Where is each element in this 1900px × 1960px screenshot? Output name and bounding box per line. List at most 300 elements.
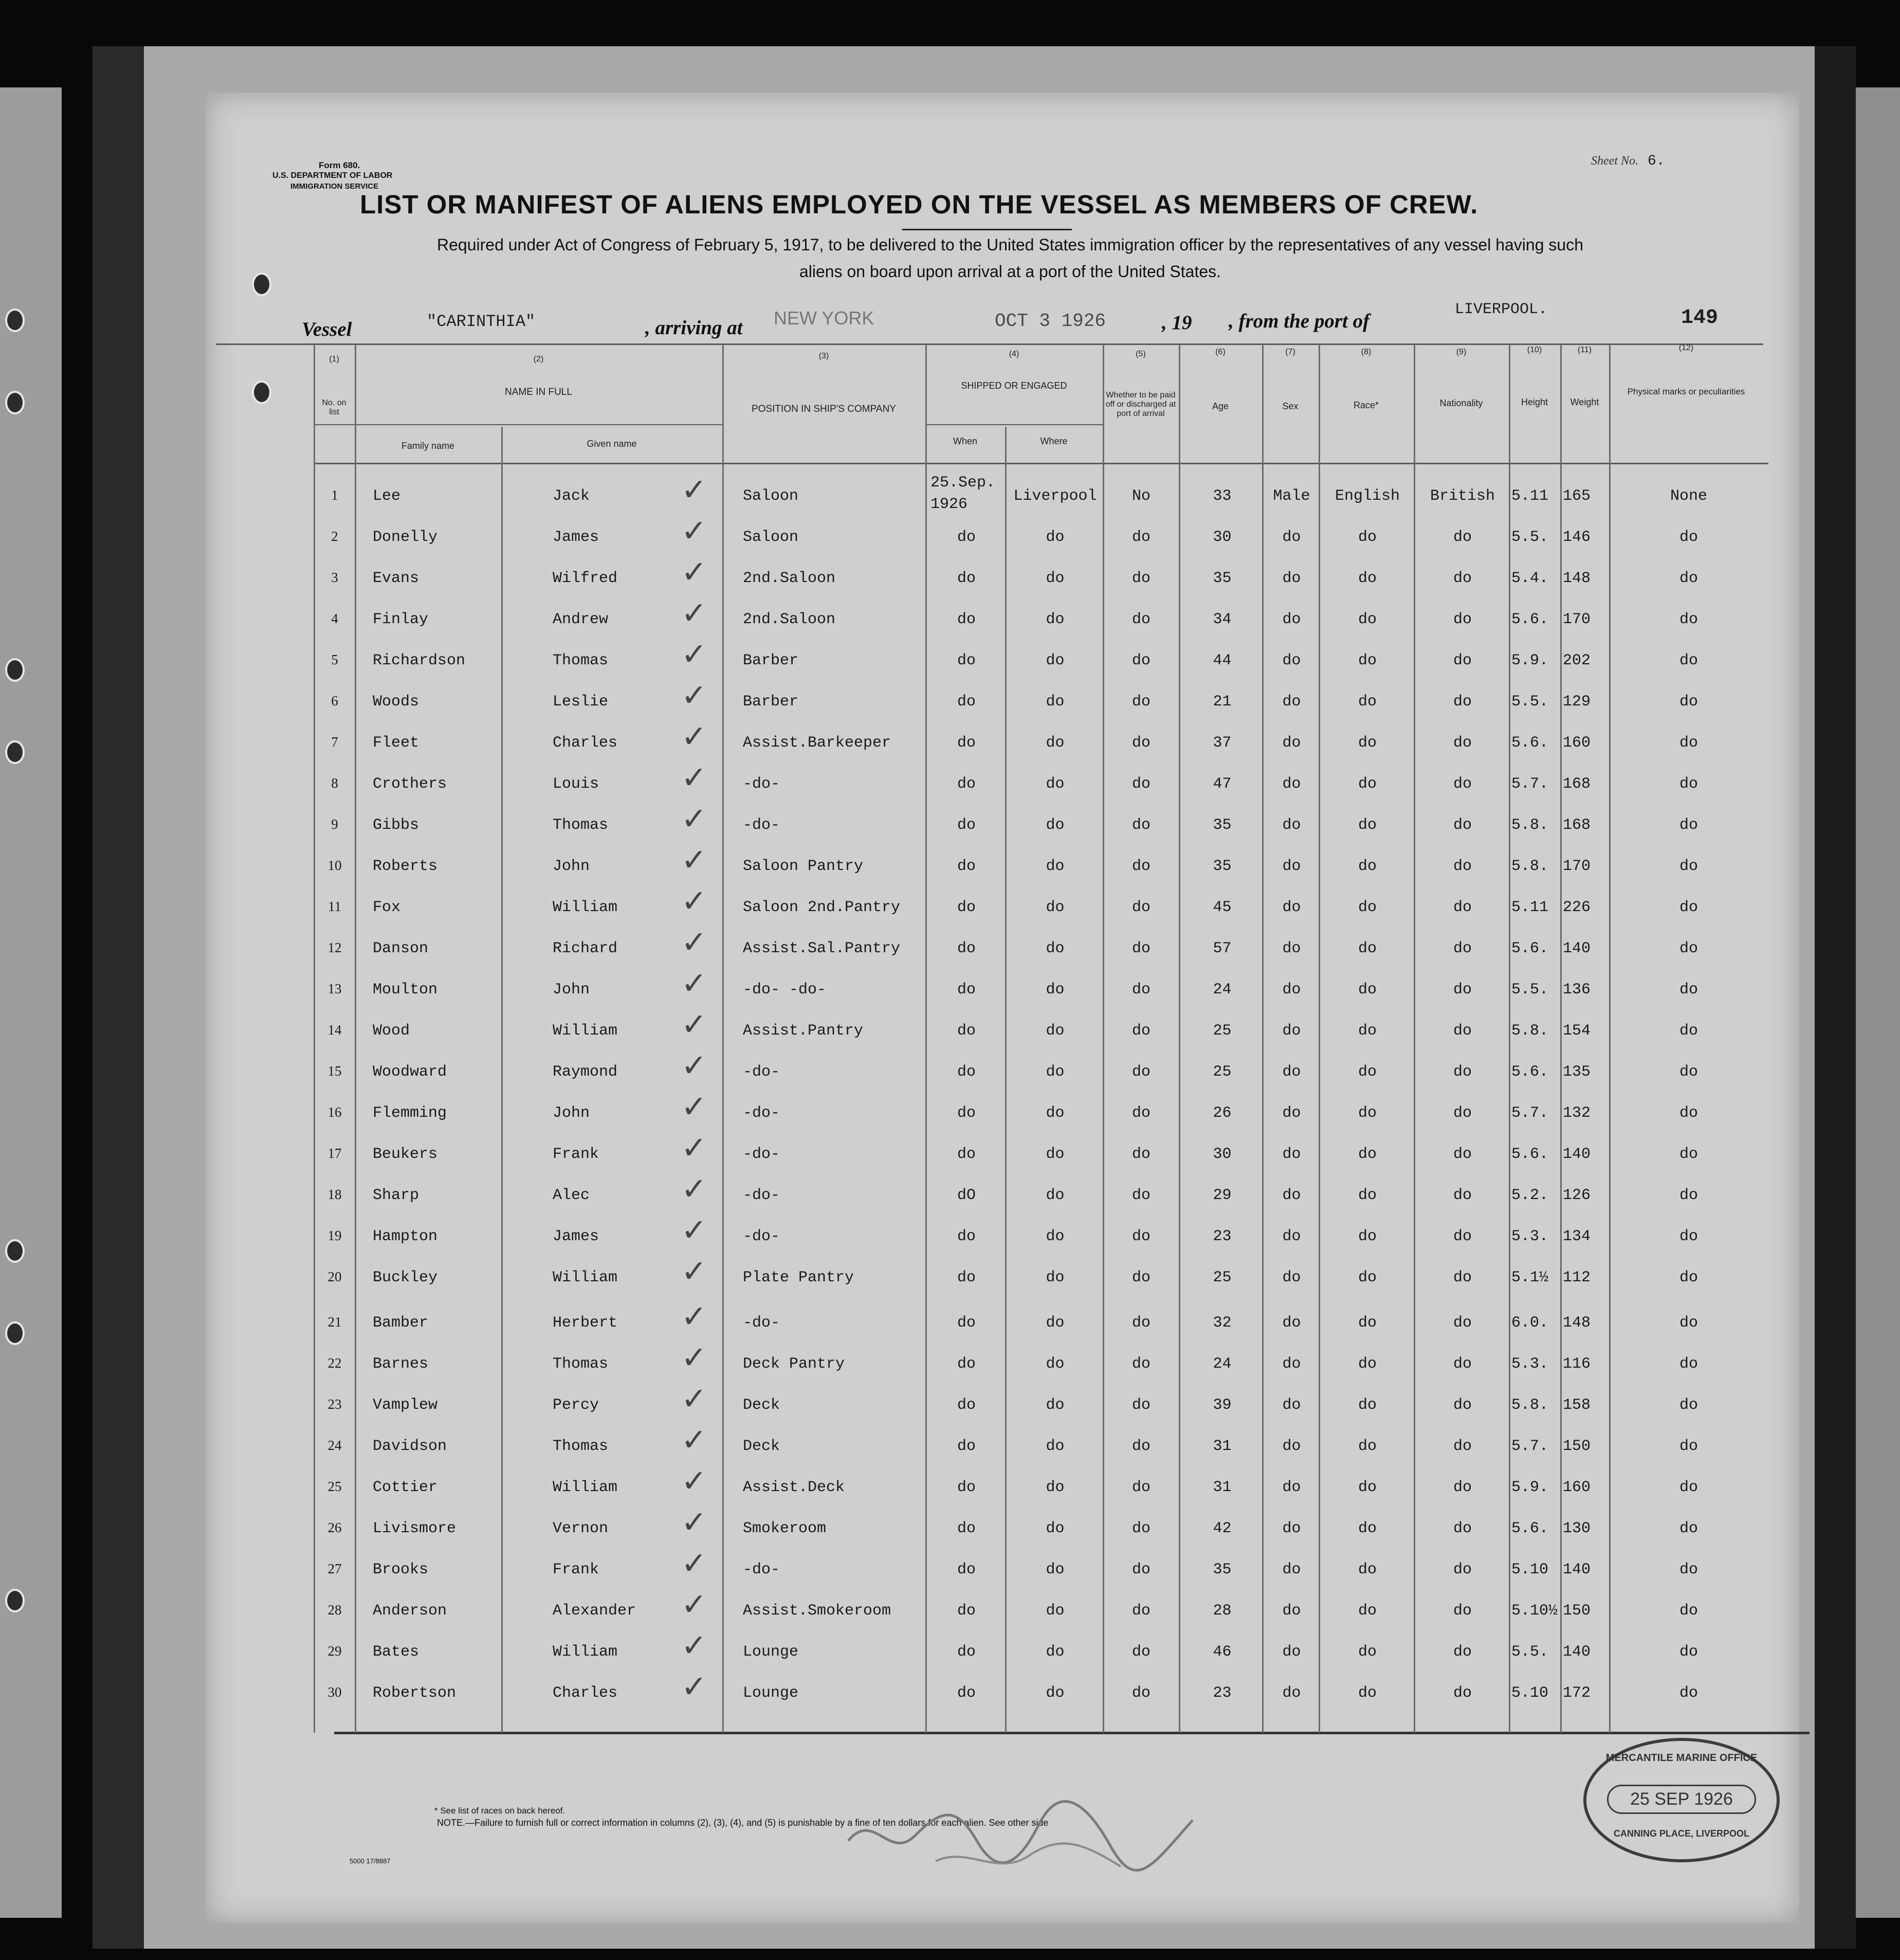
paid-off: do	[1131, 1479, 1150, 1496]
family-name: Bates	[373, 1643, 419, 1661]
col-4-where-header: Where	[1040, 436, 1068, 446]
race: do	[1358, 1684, 1377, 1702]
physical-marks: do	[1679, 652, 1698, 669]
row-number: 15	[327, 1063, 342, 1079]
row-number: 17	[327, 1146, 342, 1161]
race: do	[1358, 775, 1377, 793]
row-number: 2	[331, 529, 338, 544]
family-name: Cottier	[373, 1479, 438, 1496]
arrival-date-stamp: OCT 3 1926	[995, 311, 1106, 332]
age: 21	[1213, 693, 1232, 711]
position: -do-	[743, 1063, 780, 1081]
year-label: , 19	[1162, 312, 1192, 334]
race: do	[1358, 1643, 1377, 1661]
nationality: do	[1453, 775, 1472, 793]
check-mark-icon: ✓	[681, 924, 707, 960]
binding-gutter-right	[1815, 46, 1856, 1949]
age: 29	[1213, 1187, 1232, 1204]
height: 5.6.	[1511, 611, 1549, 628]
paid-off: do	[1131, 1520, 1150, 1537]
race: do	[1358, 1022, 1377, 1040]
col-1-number: (1)	[329, 355, 339, 364]
shipped-where: do	[1046, 899, 1065, 916]
given-name: Vernon	[553, 1520, 609, 1537]
shipped-when: do	[957, 1479, 976, 1496]
row-number: 13	[327, 981, 342, 996]
punch-hole	[5, 1239, 25, 1263]
position: Saloon 2nd.Pantry	[743, 899, 901, 916]
physical-marks: do	[1679, 1187, 1698, 1204]
family-name: Gibbs	[373, 816, 419, 834]
family-name: Finlay	[373, 611, 429, 628]
height: 5.6.	[1511, 940, 1549, 957]
col-9-number: (9)	[1456, 348, 1467, 356]
col-12-header: Physical marks or peculiarities	[1627, 387, 1745, 396]
check-mark-icon: ✓	[681, 1048, 707, 1084]
position: -do-	[743, 1228, 780, 1245]
nationality: do	[1453, 940, 1472, 957]
physical-marks: do	[1679, 693, 1698, 711]
col-3-number: (3)	[818, 352, 829, 360]
punch-hole	[5, 391, 25, 414]
paid-off: do	[1131, 1602, 1150, 1620]
paid-off: do	[1131, 858, 1150, 875]
form-department: U.S. DEPARTMENT OF LABOR	[272, 171, 393, 180]
shipped-when: do	[957, 899, 976, 916]
height: 5.3.	[1511, 1228, 1549, 1245]
arrival-port-stamp: NEW YORK	[774, 307, 874, 329]
sex: do	[1282, 899, 1301, 916]
shipped-when: do	[957, 1146, 976, 1163]
paid-off: No	[1131, 487, 1150, 505]
weight: 146	[1563, 529, 1591, 546]
check-mark-icon: ✓	[681, 1254, 707, 1290]
race: do	[1358, 1602, 1377, 1620]
height: 5.9.	[1511, 652, 1549, 669]
weight: 140	[1563, 1643, 1591, 1661]
given-name: Thomas	[553, 1355, 609, 1373]
row-number: 30	[327, 1684, 342, 1700]
shipped-when: do	[957, 1684, 976, 1702]
family-name: Vamplew	[373, 1396, 438, 1414]
row-number: 21	[327, 1314, 342, 1330]
weight: 112	[1563, 1269, 1591, 1286]
shipped-where: do	[1046, 1643, 1065, 1661]
race: do	[1358, 529, 1377, 546]
nationality: do	[1453, 858, 1472, 875]
given-name: Thomas	[553, 652, 609, 669]
shipped-where: do	[1046, 1104, 1065, 1122]
physical-marks: do	[1679, 1684, 1698, 1702]
shipped-when: do	[957, 611, 976, 628]
shipped-where: do	[1046, 1146, 1065, 1163]
row-number: 14	[327, 1022, 342, 1038]
age: 24	[1213, 1355, 1232, 1373]
family-name: Bamber	[373, 1314, 429, 1332]
col-7-number: (7)	[1285, 348, 1295, 356]
row-number: 23	[327, 1396, 342, 1412]
family-name: Crothers	[373, 775, 447, 793]
given-name: Andrew	[553, 611, 609, 628]
shipped-where: do	[1046, 981, 1065, 999]
name-subheader-rule	[314, 424, 722, 425]
position: Barber	[743, 693, 799, 711]
position: -do-	[743, 816, 780, 834]
mercantile-marine-office-stamp	[1583, 1738, 1780, 1862]
form-number: Form 680.	[319, 160, 360, 170]
race: do	[1358, 899, 1377, 916]
punch-hole	[252, 380, 271, 404]
sex: do	[1282, 693, 1301, 711]
paid-off: do	[1131, 1438, 1150, 1455]
given-name: Charles	[553, 1684, 618, 1702]
punch-hole	[5, 740, 25, 764]
physical-marks: do	[1679, 1643, 1698, 1661]
given-name: John	[553, 858, 590, 875]
punch-hole	[5, 308, 25, 332]
weight: 126	[1563, 1187, 1591, 1204]
family-name: Wood	[373, 1022, 410, 1040]
family-name: Davidson	[373, 1438, 447, 1455]
age: 25	[1213, 1022, 1232, 1040]
physical-marks: do	[1679, 1561, 1698, 1578]
height: 5.5.	[1511, 529, 1549, 546]
physical-marks: do	[1679, 899, 1698, 916]
race: do	[1358, 940, 1377, 957]
nationality: British	[1430, 487, 1495, 505]
sex: do	[1282, 1187, 1301, 1204]
print-code: 5000 17/8887	[350, 1857, 391, 1865]
stamp-bottom-text: CANNING PLACE, LIVERPOOL	[1613, 1828, 1749, 1839]
sex: do	[1282, 652, 1301, 669]
shipped-when: dO	[957, 1187, 976, 1204]
adjacent-page-right	[1854, 87, 1900, 1918]
check-mark-icon: ✓	[681, 966, 707, 1002]
race: do	[1358, 734, 1377, 752]
check-mark-icon: ✓	[681, 1171, 707, 1207]
family-name: Brooks	[373, 1561, 429, 1578]
shipped-where: do	[1046, 734, 1065, 752]
row-number: 27	[327, 1561, 342, 1576]
title-rule	[902, 229, 1072, 230]
given-name: Raymond	[553, 1063, 618, 1081]
shipped-where: do	[1046, 1187, 1065, 1204]
age: 25	[1213, 1063, 1232, 1081]
shipped-when: do	[957, 981, 976, 999]
shipped-when: do	[957, 693, 976, 711]
row-number: 7	[331, 734, 338, 750]
age: 35	[1213, 1561, 1232, 1578]
race: do	[1358, 1063, 1377, 1081]
manifest-subtitle-line-2: aliens on board upon arrival at a port of the United States.	[799, 262, 1221, 281]
given-name: Percy	[553, 1396, 599, 1414]
manifest-subtitle-line-1: Required under Act of Congress of February 5, 1917, to be delivered to the United States immigration officer by the representatives of any vessel having such	[437, 235, 1583, 254]
sex: do	[1282, 1228, 1301, 1245]
nationality: do	[1453, 1643, 1472, 1661]
row-number: 29	[327, 1643, 342, 1659]
physical-marks: do	[1679, 1146, 1698, 1163]
height: 5.5.	[1511, 693, 1549, 711]
position: Deck Pantry	[743, 1355, 845, 1373]
departure-port: LIVERPOOL.	[1455, 301, 1548, 318]
sex: do	[1282, 529, 1301, 546]
race: English	[1335, 487, 1400, 505]
paid-off: do	[1131, 652, 1150, 669]
age: 28	[1213, 1602, 1232, 1620]
height: 5.6.	[1511, 1520, 1549, 1537]
age: 23	[1213, 1228, 1232, 1245]
col-8-number: (8)	[1361, 348, 1372, 356]
race: do	[1358, 1520, 1377, 1537]
paid-off: do	[1131, 1561, 1150, 1578]
paid-off: do	[1131, 940, 1150, 957]
col-divider	[1414, 344, 1415, 1733]
weight: 135	[1563, 1063, 1591, 1081]
nationality: do	[1453, 1561, 1472, 1578]
sex: do	[1282, 1063, 1301, 1081]
paid-off: do	[1131, 1187, 1150, 1204]
height: 5.11	[1511, 487, 1549, 505]
races-footnote: * See list of races on back hereof.	[434, 1806, 565, 1816]
race: do	[1358, 1355, 1377, 1373]
position: -do-	[743, 1314, 780, 1332]
weight: 165	[1563, 487, 1591, 505]
check-mark-icon: ✓	[681, 719, 707, 755]
check-mark-icon: ✓	[681, 1422, 707, 1458]
weight: 160	[1563, 1479, 1591, 1496]
nationality: do	[1453, 1314, 1472, 1332]
col-divider	[355, 344, 356, 1733]
col-2-number: (2)	[533, 355, 544, 364]
race: do	[1358, 858, 1377, 875]
given-name: William	[553, 1022, 618, 1040]
check-mark-icon: ✓	[681, 1546, 707, 1582]
punch-hole	[5, 658, 25, 682]
given-name: James	[553, 1228, 599, 1245]
given-name: James	[553, 529, 599, 546]
paid-off: do	[1131, 1146, 1150, 1163]
paid-off: do	[1131, 570, 1150, 587]
shipped-when: do	[957, 1228, 976, 1245]
row-number: 3	[331, 570, 338, 585]
shipped-where: do	[1046, 1022, 1065, 1040]
col-6-number: (6)	[1215, 348, 1226, 356]
check-mark-icon: ✓	[681, 760, 707, 796]
sex: do	[1282, 1479, 1301, 1496]
sex: do	[1282, 816, 1301, 834]
shipped-when: do	[957, 858, 976, 875]
row-number: 8	[331, 775, 338, 791]
col-12-number: (12)	[1678, 343, 1694, 352]
nationality: do	[1453, 899, 1472, 916]
age: 35	[1213, 858, 1232, 875]
family-name: Buckley	[373, 1269, 438, 1286]
col-divider	[1262, 344, 1264, 1733]
given-name: Richard	[553, 940, 618, 957]
weight: 129	[1563, 693, 1591, 711]
shipped-when: do	[957, 1520, 976, 1537]
weight: 140	[1563, 1146, 1591, 1163]
height: 5.4.	[1511, 570, 1549, 587]
physical-marks: do	[1679, 1104, 1698, 1122]
sex: do	[1282, 1314, 1301, 1332]
family-name: Woods	[373, 693, 419, 711]
family-name: Sharp	[373, 1187, 419, 1204]
shipped-when: do	[957, 1355, 976, 1373]
stamp-date: 25 SEP 1926	[1607, 1785, 1756, 1814]
age: 25	[1213, 1269, 1232, 1286]
shipped-when: do	[957, 816, 976, 834]
height: 5.7.	[1511, 1438, 1549, 1455]
sex: do	[1282, 1438, 1301, 1455]
form-service: IMMIGRATION SERVICE	[290, 182, 379, 191]
check-mark-icon: ✓	[681, 1007, 707, 1043]
nationality: do	[1453, 1187, 1472, 1204]
weight: 132	[1563, 1104, 1591, 1122]
paid-off: do	[1131, 1228, 1150, 1245]
check-mark-icon: ✓	[681, 1130, 707, 1166]
weight: 130	[1563, 1520, 1591, 1537]
height: 5.2.	[1511, 1187, 1549, 1204]
race: do	[1358, 981, 1377, 999]
check-mark-icon: ✓	[681, 1299, 707, 1335]
position: Deck	[743, 1396, 780, 1414]
weight: 148	[1563, 570, 1591, 587]
given-name: William	[553, 1643, 618, 1661]
race: do	[1358, 1479, 1377, 1496]
paid-off: do	[1131, 1396, 1150, 1414]
family-name: Fox	[373, 899, 401, 916]
nationality: do	[1453, 570, 1472, 587]
weight: 158	[1563, 1396, 1591, 1414]
check-mark-icon: ✓	[681, 1504, 707, 1540]
shipped-when: do	[957, 1314, 976, 1332]
check-mark-icon: ✓	[681, 513, 707, 549]
sex: do	[1282, 1520, 1301, 1537]
sex: do	[1282, 1022, 1301, 1040]
col-divider	[925, 344, 927, 1733]
shipped-where: do	[1046, 1355, 1065, 1373]
shipped-where: do	[1046, 816, 1065, 834]
physical-marks: do	[1679, 858, 1698, 875]
paid-off: do	[1131, 1314, 1150, 1332]
position: 2nd.Saloon	[743, 611, 836, 628]
physical-marks: do	[1679, 1063, 1698, 1081]
row-number: 12	[327, 940, 342, 955]
nationality: do	[1453, 1479, 1472, 1496]
col-divider	[722, 344, 724, 1733]
race: do	[1358, 1561, 1377, 1578]
col-4-header: SHIPPED OR ENGAGED	[961, 380, 1067, 391]
sex: do	[1282, 1684, 1301, 1702]
height: 5.6.	[1511, 734, 1549, 752]
physical-marks: do	[1679, 816, 1698, 834]
nationality: do	[1453, 652, 1472, 669]
shipped-where: do	[1046, 1684, 1065, 1702]
age: 46	[1213, 1643, 1232, 1661]
header-bottom-rule	[314, 463, 1768, 464]
shipped-when: do	[957, 1561, 976, 1578]
height: 5.10	[1511, 1684, 1549, 1702]
sex: do	[1282, 1396, 1301, 1414]
shipped-when: do	[957, 1396, 976, 1414]
given-name: William	[553, 1479, 618, 1496]
height: 5.5.	[1511, 1643, 1549, 1661]
age: 37	[1213, 734, 1232, 752]
shipped-when: do	[957, 1063, 976, 1081]
age: 44	[1213, 652, 1232, 669]
nationality: do	[1453, 1022, 1472, 1040]
weight: 150	[1563, 1602, 1591, 1620]
physical-marks: do	[1679, 1396, 1698, 1414]
row-number: 28	[327, 1602, 342, 1618]
shipped-when: do	[957, 1269, 976, 1286]
race: do	[1358, 611, 1377, 628]
paid-off: do	[1131, 529, 1150, 546]
sex: do	[1282, 775, 1301, 793]
position: Assist.Sal.Pantry	[743, 940, 901, 957]
row-number: 6	[331, 693, 338, 709]
shipped-where: do	[1046, 529, 1065, 546]
weight: 148	[1563, 1314, 1591, 1332]
from-port-label: , from the port of	[1229, 310, 1370, 332]
row-number: 5	[331, 652, 338, 667]
nationality: do	[1453, 1063, 1472, 1081]
age: 23	[1213, 1684, 1232, 1702]
sex: do	[1282, 1146, 1301, 1163]
nationality: do	[1453, 1520, 1472, 1537]
height: 5.1½	[1511, 1269, 1549, 1286]
sheet-number: 6.	[1648, 153, 1665, 169]
given-name: William	[553, 1269, 618, 1286]
sex: do	[1282, 1643, 1301, 1661]
col-9-header: Nationality	[1439, 398, 1483, 408]
family-name: Barnes	[373, 1355, 429, 1373]
col-11-header: Weight	[1570, 397, 1599, 407]
age: 33	[1213, 487, 1232, 505]
col-divider	[1609, 344, 1611, 1733]
physical-marks: do	[1679, 1479, 1698, 1496]
weight: 168	[1563, 775, 1591, 793]
age: 30	[1213, 1146, 1232, 1163]
age: 26	[1213, 1104, 1232, 1122]
nationality: do	[1453, 1269, 1472, 1286]
height: 5.8.	[1511, 1022, 1549, 1040]
col-6-header: Age	[1212, 401, 1229, 411]
family-name: Flemming	[373, 1104, 447, 1122]
shipped-where: do	[1046, 1396, 1065, 1414]
col-2-header: NAME IN FULL	[505, 387, 572, 397]
physical-marks: do	[1679, 1520, 1698, 1537]
page-number: 149	[1681, 306, 1719, 330]
age: 31	[1213, 1438, 1232, 1455]
check-mark-icon: ✓	[681, 1089, 707, 1125]
col-2-given-header: Given name	[587, 439, 637, 449]
physical-marks: do	[1679, 570, 1698, 587]
nationality: do	[1453, 1228, 1472, 1245]
family-name: Fleet	[373, 734, 419, 752]
position: Assist.Smokeroom	[743, 1602, 891, 1620]
row-number: 11	[328, 899, 341, 914]
row-number: 19	[327, 1228, 342, 1243]
shipped-where: do	[1046, 1561, 1065, 1578]
position: Assist.Deck	[743, 1479, 845, 1496]
age: 30	[1213, 529, 1232, 546]
nationality: do	[1453, 1355, 1472, 1373]
height: 5.8.	[1511, 816, 1549, 834]
paid-off: do	[1131, 1063, 1150, 1081]
given-name: Louis	[553, 775, 599, 793]
